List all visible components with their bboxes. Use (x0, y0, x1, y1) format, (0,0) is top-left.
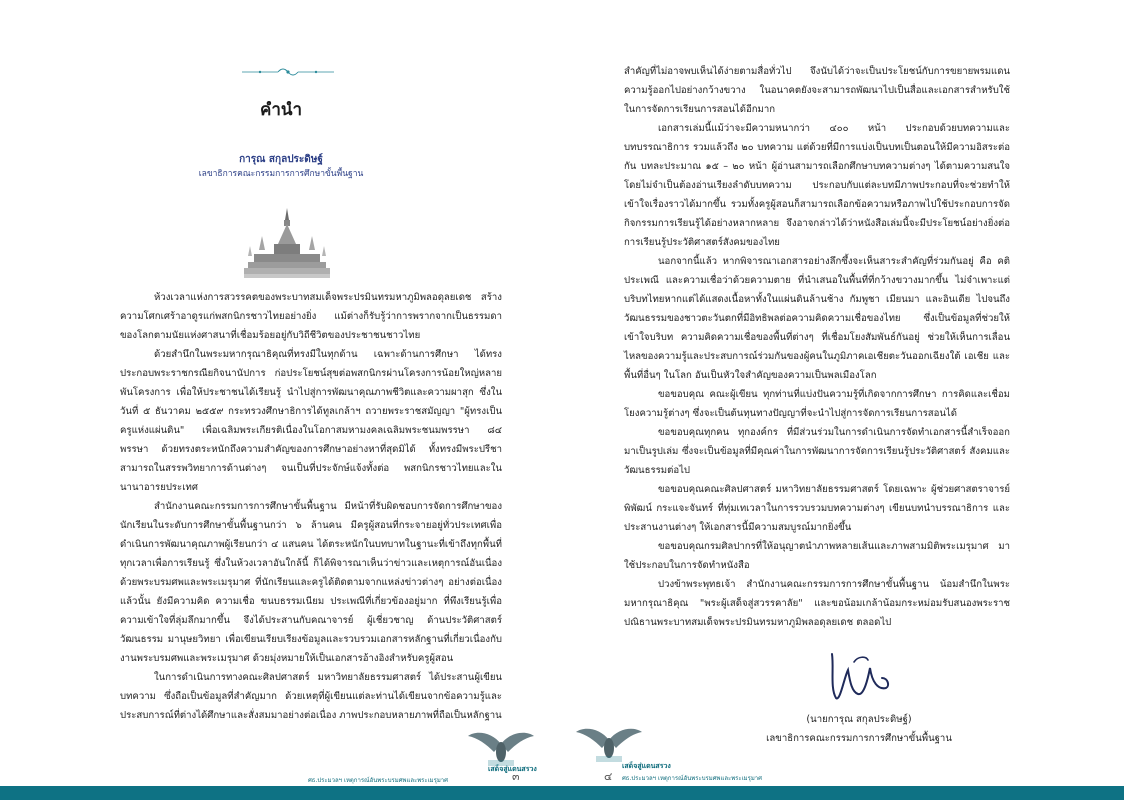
paragraph: นอกจากนี้แล้ว หากพิจารณาเอกสารอย่างลึกซึ้งจะเห็นสาระสำคัญที่ร่วมกันอยู่ คือ คติประเพณี และความเชื่อว่าด้วยความตาย ที่นำเสนอในพื้นที่ที่กว้างขวางมากขึ้น ไม่จำเพาะแต่บริบทไทยหากแต่ได้แสดงเนื้อหาทั้งในแผ่นดินล้านช้าง กัมพูชา เมียนมา และอินเดีย ไปจนถึงวัฒนธรรมของชาวตะวันตกที่มีอิทธิพลต่อความคิดความเชื่อของไทย ซึ่งเป็นข้อมูลที่ช่วยให้เข้าใจบริบท ความคิดความเชื่อของพื้นที่ต่างๆ ที่เชื่อมโยงสัมพันธ์กันอยู่ ช่วยให้เห็นการเลื่อนไหลของความรู้และประสบการณ์ร่วมกันของผู้คนในภูมิภาคเอเชียตะวันออกเฉียงใต้ เอเชีย และพื้นที่อื่นๆ ในโลก อันเป็นหัวใจสำคัญของความเป็นพลเมืองโลก (624, 256, 1010, 381)
bottom-accent-bar (0, 786, 1124, 800)
paragraph: เอกสารเล่มนี้แม้ว่าจะมีความหนากว่า ๔๐๐ หน้า ประกอบด้วยบทความและบทบรรณาธิการ รวมแล้วถึง ๒๐ บทความ แต่ด้วยที่มีการแบ่งเป็นบทเป็นตอนให้มีความอิสระต่อกัน บทละประมาณ ๑๕ – ๒๐ หน้า ผู้อ่านสามารถเลือกศึกษาบทความต่างๆ ได้ตามความสนใจ โดยไม่จำเป็นต้องอ่านเรียงลำดับบทความ ประกอบกับแต่ละบทมีภาพประกอบที่จะช่วยทำให้เข้าใจเรื่องราวได้มากขึ้น รวมทั้งครูผู้สอนก็สามารถเลือกข้อความหรือภาพไปใช้ประกอบการจัดกิจกรรมการเรียนรู้ได้อย่างหลากหลาย จึงอาจกล่าวได้ว่าหนังสือเล่มนี้จะมีประโยชน์อย่างยิ่งต่อการเรียนรู้ประวัติศาสตร์สังคมของไทย (624, 123, 1010, 248)
paragraph: ขอขอบคุณกรมศิลปากรที่ให้อนุญาตนำภาพหลายเส้นและภาพสามมิติพระเมรุมาศ มาใช้ประกอบในการจัดทำหนังสือ (624, 541, 1010, 571)
preface-body-right (624, 62, 1010, 632)
paragraph: ขอขอบคุณคณะศิลปศาสตร์ มหาวิทยาลัยธรรมศาสตร์ โดยเฉพาะ ผู้ช่วยศาสตราจารย์พิพัฒน์ กระแจะจันทร์ ที่ทุ่มเทเวลาในการรวบรวมบทความต่างๆ เขียนบทนำบรรณาธิการ และประสานงานต่างๆ ให้เอกสารนี้มีความสมบูรณ์มากยิ่งขึ้น (624, 484, 1010, 533)
left-page (0, 0, 562, 786)
page-number: ๓ (512, 770, 520, 783)
paragraph: ขอขอบคุณ คณะผู้เขียน ทุกท่านที่แบ่งปันความรู้ที่เกิดจากการศึกษา การคิดและเชื่อมโยงความรู้ต่างๆ ซึ่งจะเป็นต้นทุนทางปัญญาที่จะนำไปสู่การจัดการเรียนการสอนได้ (624, 389, 1010, 419)
preface-body-left (120, 288, 502, 725)
signer-position: เลขาธิการคณะกรรมการการศึกษาขั้นพื้นฐาน (766, 733, 952, 744)
paragraph: ปวงข้าพระพุทธเจ้า สำนักงานคณะกรรมการการศึกษาขั้นพื้นฐาน น้อมสำนึกในพระมหากรุณาธิคุณ "พระผู้เสด็จสู่สวรรคาลัย" และขอน้อมเกล้าน้อมกระหม่อมรับสนองพระราชปณิธานพระบาทสมเด็จพระปรมินทรมหาภูมิพลอดุลยเดช ตลอดไป (624, 579, 1010, 628)
footer-organization: ศธ.ประมวลฯ เหตุการณ์อันพระบรมศพและพระเมรุมาศ (308, 777, 448, 784)
paragraph: ในการดำเนินการทางคณะศิลปศาสตร์ มหาวิทยาลัยธรรมศาสตร์ ได้ประสานผู้เขียนบทความ ซึ่งถือเป็นข้อมูลที่สำคัญมาก ด้วยเหตุที่ผู้เขียนแต่ละท่านได้เขียนจากข้อความรู้และประสบการณ์ที่ต่างได้ศึกษาและสั่งสมมาอย่างต่อเนื่อง ภาพประกอบหลายภาพที่ถือเป็นหลักฐาน (120, 672, 502, 721)
paragraph: ด้วยสำนึกในพระมหากรุณาธิคุณที่ทรงมีในทุกด้าน เฉพาะด้านการศึกษา ได้ทรงประกอบพระราชกรณียกิจนานัปการ ก่อประโยชน์สุขต่อพสกนิกรผ่านโครงการน้อยใหญ่หลายพันโครงการ เพื่อให้ประชาชนได้เรียนรู้ นำไปสู่การพัฒนาคุณภาพชีวิตและความผาสุก ซึ่งในวันที่ ๕ ธันวาคม ๒๕๕๙ กระทรวงศึกษาธิการได้ทูลเกล้าฯ ถวายพระราชสมัญญา "ผู้ทรงเป็นครูแห่งแผ่นดิน" เพื่อเฉลิมพระเกียรติเนื่องในโอกาสมหามงคลเฉลิมพระชนมพรรษา ๘๔ พรรษา ด้วยทรงตระหนักถึงความสำคัญของการศึกษาอย่างหาที่สุดมิได้ ทั้งทรงมีพระปรีชาสามารถในสรรพวิทยาการด้านต่างๆ จนเป็นที่ประจักษ์แจ้งทั้งต่อ พสกนิกรชาวไทยและในนานาอารยประเทศ (120, 349, 502, 493)
paragraph: สำนักงานคณะกรรมการการศึกษาขั้นพื้นฐาน มีหน้าที่รับผิดชอบการจัดการศึกษาของนักเรียนในระดับการศึกษาขั้นพื้นฐานกว่า ๖ ล้านคน มีครูผู้สอนที่กระจายอยู่ทั่วประเทศเพื่อดำเนินการพัฒนาคุณภาพผู้เรียนกว่า ๔ แสนคน ได้ตระหนักในบทบาทในฐานะที่เข้าถึงทุกพื้นที่ทุกเวลาเพื่อการเรียนรู้ ซึ่งในห้วงเวลาอันใกล้นี้ ก็ได้พิจารณาเห็นว่าข่าวและเหตุการณ์อันเนื่องด้วยพระบรมศพและพระเมรุมาศ ที่นักเรียนและครูได้ติดตามจากแหล่งข่าวต่างๆ อย่างต่อเนื่องแล้วนั้น ยังมีความคิด ความเชื่อ ขนบธรรมเนียม ประเพณีที่เกี่ยวข้องอยู่มาก ที่พึงเรียนรู้เพื่อความเข้าใจที่ลุ่มลึกมากขึ้น จึงได้ประสานกับคณาจารย์ ผู้เชี่ยวชาญ ด้านประวัติศาสตร์ วัฒนธรรม มานุษยวิทยา เพื่อเขียนเรียบเรียงข้อมูลและรวบรวมเอกสารหลักฐานที่เกี่ยวเนื่องกับงานพระบรมศพและพระเมรุมาศ ด้วยมุ่งหมายให้เป็นเอกสารอ้างอิงสำหรับครูผู้สอน (120, 501, 502, 664)
footer-series-title: เสด็จสู่แดนสรวง (622, 762, 671, 770)
page-number: ๔ (604, 770, 613, 783)
divider-ornament-icon (242, 65, 334, 79)
footer-organization: ศธ.ประมวลฯ เหตุการณ์อันพระบรมศพและพระเมรุมาศ (622, 775, 762, 782)
paragraph: ขอขอบคุณทุกคน ทุกองค์กร ที่มีส่วนร่วมในการดำเนินการจัดทำเอกสารนี้สำเร็จออกมาเป็นรูปเล่ม ซึ่งจะเป็นข้อมูลที่มีคุณค่าในการพัฒนาการจัดการเรียนรู้ประวัติศาสตร์ สังคมและวัฒนธรรมต่อไป (624, 427, 1010, 476)
handwritten-signature-icon (824, 648, 894, 704)
paragraph: สำคัญที่ไม่อาจพบเห็นได้ง่ายตามสื่อทั่วไป จึงนับได้ว่าจะเป็นประโยชน์กับการขยายพรมแดนความรู้ออกไปอย่างกว้างขวาง ในอนาคตยังจะสามารถพัฒนาไปเป็นสื่อและเอกสารสำหรับใช้ในการจัดการเรียนการสอนได้อีกมาก (624, 66, 1010, 115)
author-name: การุณ สกุลประดิษฐ์ (239, 154, 323, 165)
paragraph: ห้วงเวลาแห่งการสวรรคตของพระบาทสมเด็จพระปรมินทรมหาภูมิพลอดุลยเดช สร้างความโศกเศร้าอาดูรแก่พสกนิกรชาวไทยอย่างยิ่ง แม้ต่างก็รับรู้ว่าการพรากจากเป็นธรรมดาของโลกตามนัยแห่งศาสนาที่เชื่อมร้อยอยู่กับวิถีชีวิตของประชาชนชาวไทย (120, 292, 502, 341)
page-title: คำนำ (259, 100, 303, 120)
author-position: เลขาธิการคณะกรรมการการศึกษาขั้นพื้นฐาน (198, 169, 364, 179)
signer-name: (นายการุณ สกุลประดิษฐ์) (806, 714, 912, 725)
right-page (562, 0, 1124, 786)
royal-crematorium-icon (244, 206, 330, 282)
footer-series-title: เสด็จสู่แดนสรวง (488, 765, 537, 773)
